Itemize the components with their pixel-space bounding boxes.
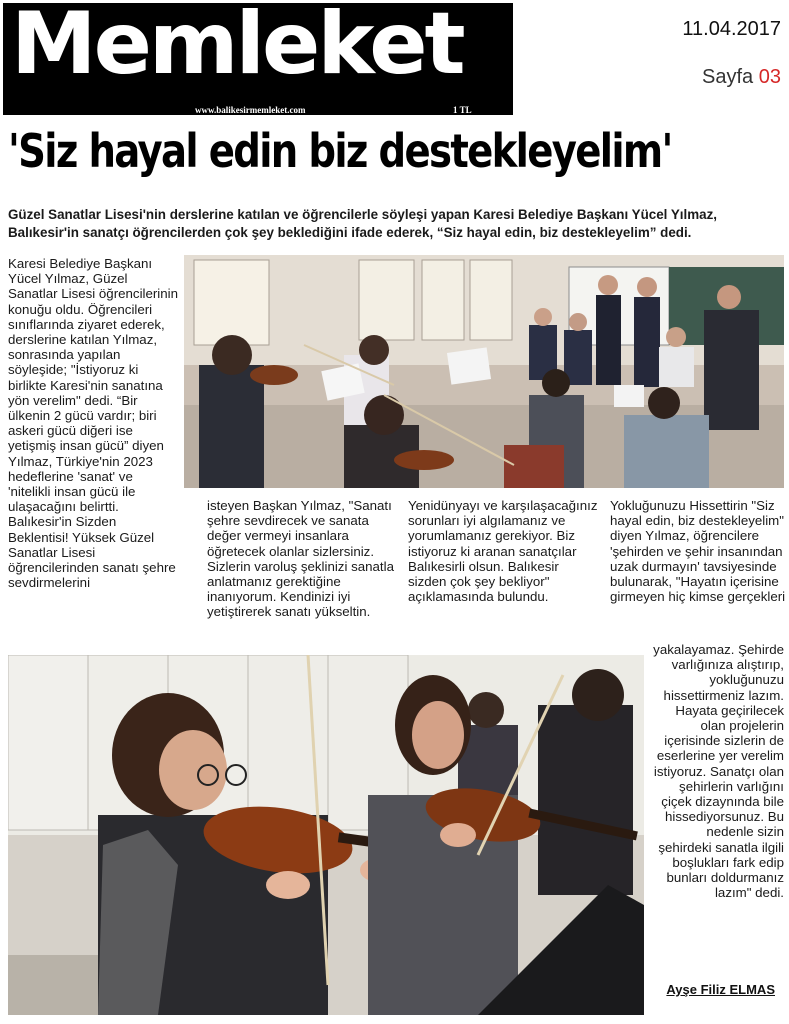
photo-violin-students-graphic bbox=[8, 655, 644, 1015]
article-column-3: Yenidünyayı ve karşılaşacağınız sorunları iyi algılamanız ve yorumlamanız gerekiyor. Biz istiyoruz ki aranan sanatçılar Balıkesirli olsun. Balıkesir sizden çok şey bekliyor" açıklamasında bulundu. bbox=[408, 498, 598, 605]
article-column-5: yakalayamaz. Şehirde varlığınıza alıştırıp, yokluğunuzu hissettirmeniz lazım. Hayata geçirilecek olan projelerin içerisinde sizlerin de eserlerine yer verelim istiyoruz. Sanatçı olan şehirlerin varlığını çiçek dizaynında bile hissediyorsunuz. Bu nedenle sizin şehirdeki sanatla ilgili boşlukları fark edip bunları doldurmanız lazım" dedi. bbox=[653, 642, 784, 901]
page-indicator bbox=[702, 66, 781, 89]
issue-date: 11.04.2017 bbox=[682, 18, 781, 40]
price-label: 1 TL bbox=[453, 105, 472, 115]
masthead bbox=[3, 0, 513, 115]
newspaper-logo: Memleket bbox=[11, 0, 463, 94]
article-column-4: Yokluğunuzu Hissettirin "Siz hayal edin, biz destekleyelim" diyen Yılmaz, öğrencilere 'şehirden ve şehir insanından uzak durmayın' tavsiyesinde bulunarak, "Hayatın içerisine girmeyen hiç kimse gerçekleri bbox=[610, 498, 786, 605]
photo-classroom-visit bbox=[184, 255, 784, 488]
photo-violin-students bbox=[8, 655, 644, 1015]
page-label: Sayfa bbox=[702, 66, 754, 88]
article-headline: 'Siz hayal edin biz destekleyelim' bbox=[8, 124, 672, 178]
article-column-2: isteyen Başkan Yılmaz, "Sanatı şehre sevdirecek ve sanata değer vermeyi insanlara öğretecek olanlar sizlersiniz. Sizlerin varoluş şeklinizi sanatla anlatmanız gerektiğine inanıyorum. Kendinizi iyi yetiştirerek sanatı yükseltin. bbox=[207, 498, 394, 620]
article-lead: Güzel Sanatlar Lisesi'nin derslerine katılan ve öğrencilerle söyleşi yapan Karesi Belediye Başkanı Yücel Yılmaz, Balıkesir'in sanatçı öğrencilerden çok şey beklediğini ifade ederek, “Siz hayal edin, biz destekleyelim” dedi. bbox=[8, 207, 718, 240]
photo-classroom-visit-graphic bbox=[184, 255, 784, 488]
page-number: 03 bbox=[758, 66, 781, 88]
author-byline: Ayşe Filiz ELMAS bbox=[666, 982, 775, 997]
website-url[interactable]: www.balikesirmemleket.com bbox=[195, 105, 306, 115]
article-column-1: Karesi Belediye Başkanı Yücel Yılmaz, Güzel Sanatlar Lisesi öğrencilerinin konuğu oldu. Öğrencileri sınıflarında ziyaret ederek, derslerine katılan Yılmaz, sonrasında yapılan söyleşide; "İstiyoruz ki birlikte Karesi'nin sanatına yön verelim" dedi. “Bir ülkenin 2 gücü vardır; biri askeri gücü diğeri ise yetişmiş insan gücü” diyen Yılmaz, Türkiye'nin 2023 hedeflerine 'sanat' ve 'nitelikli insan gücü ile ulaşacağını belirtti. Balıkesir'in Sizden Beklentisi! Yüksek Güzel Sanatlar Lisesi öğrencilerinden sanatı şehre sevdirmelerini bbox=[8, 256, 178, 591]
